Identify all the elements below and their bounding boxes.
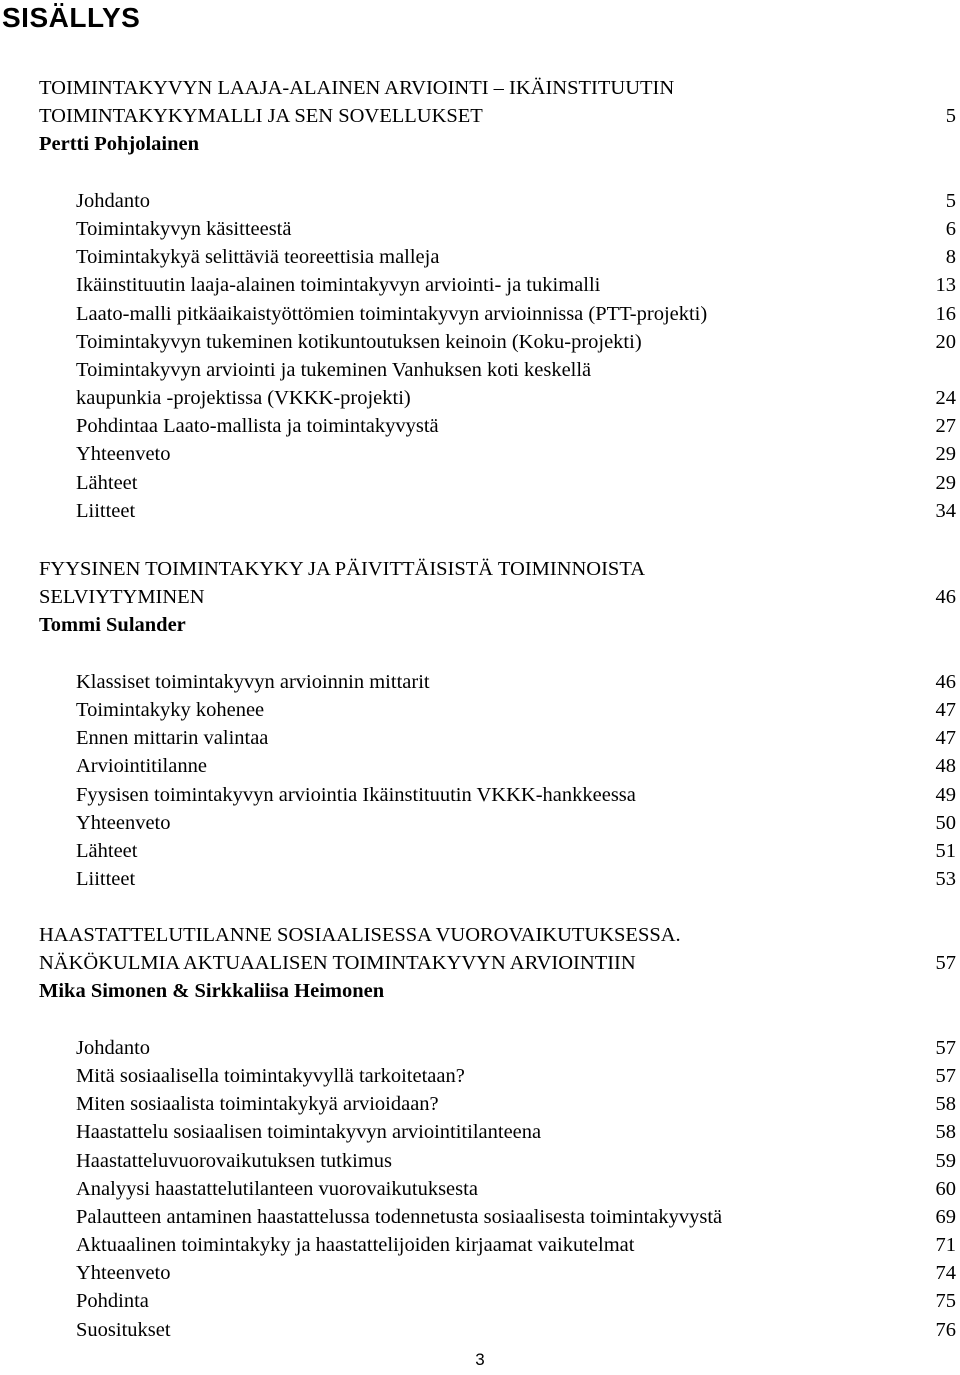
toc-entry-text: Toimintakyky kohenee bbox=[76, 698, 265, 721]
toc-entry-text: Fyysisen toimintakyvyn arviointia Ikäinstituutin VKKK-hankkeessa bbox=[76, 783, 636, 806]
toc-entry-page: 48 bbox=[935, 755, 956, 778]
toc-entry-text: Palautteen antaminen haastattelussa todennetusta sosiaalisesta toimintakyvystä bbox=[76, 1205, 723, 1228]
toc-entry-text: Liitteet bbox=[76, 868, 136, 891]
toc-entry bbox=[0, 412, 960, 440]
section-heading-text: TOIMINTAKYVYN LAAJA-ALAINEN ARVIOINTI – IKÄINSTITUUTIN bbox=[39, 77, 675, 99]
toc-entry-text: Miten sosiaalista toimintakykyä arvioidaan? bbox=[76, 1093, 439, 1116]
toc-entry-page: 50 bbox=[935, 811, 956, 834]
toc-entry-page: 76 bbox=[935, 1318, 956, 1341]
section-heading bbox=[0, 949, 960, 977]
toc-entry-text: Mitä sosiaalisella toimintakyvyllä tarkoitetaan? bbox=[76, 1064, 465, 1087]
toc-entry-text: Toimintakyvyn tukeminen kotikuntoutuksen keinoin (Koku-projekti) bbox=[76, 330, 642, 353]
toc-entry bbox=[0, 837, 960, 865]
toc-entry bbox=[0, 865, 960, 893]
toc-entry bbox=[0, 1034, 960, 1062]
toc-entry bbox=[0, 328, 960, 356]
spacer bbox=[0, 1006, 960, 1034]
section-heading bbox=[0, 583, 960, 611]
toc-entry-page: 34 bbox=[935, 499, 956, 522]
toc-entry-text: Ikäinstituutin laaja-alainen toimintakyvyn arviointi- ja tukimalli bbox=[76, 274, 601, 297]
toc-entry-text: Laato-malli pitkäaikaistyöttömien toimintakyvyn arvioinnissa (PTT-projekti) bbox=[76, 302, 708, 325]
toc-entry bbox=[0, 271, 960, 299]
toc-entry bbox=[0, 1316, 960, 1344]
toc-entry-page: 60 bbox=[935, 1177, 956, 1200]
toc-entry-page: 6 bbox=[945, 217, 956, 240]
toc-entry-text: Haastatteluvuorovaikutuksen tutkimus bbox=[76, 1149, 392, 1172]
toc-entry-page: 49 bbox=[935, 783, 956, 806]
section-author-text: Tommi Sulander bbox=[39, 614, 186, 637]
toc-entry-page: 46 bbox=[935, 670, 956, 693]
toc-entry bbox=[0, 1231, 960, 1259]
toc-entry-page: 47 bbox=[935, 698, 956, 721]
toc-entry bbox=[0, 1259, 960, 1287]
toc-entry bbox=[0, 187, 960, 215]
section-heading bbox=[0, 555, 960, 583]
toc-entry-page: 57 bbox=[935, 1064, 956, 1087]
toc-entry bbox=[0, 1062, 960, 1090]
toc-section bbox=[0, 74, 960, 525]
toc-entry-page: 58 bbox=[935, 1121, 956, 1144]
toc-entry-page: 27 bbox=[935, 415, 956, 438]
toc-entry-page: 75 bbox=[935, 1290, 956, 1313]
toc-entry bbox=[0, 1147, 960, 1175]
toc-entry-page: 59 bbox=[935, 1149, 956, 1172]
toc-entry bbox=[0, 243, 960, 271]
toc-entry bbox=[0, 724, 960, 752]
section-heading-page: 46 bbox=[935, 586, 956, 609]
toc-entry-text: Pohdinta bbox=[76, 1290, 149, 1313]
spacer bbox=[0, 640, 960, 668]
toc-entry bbox=[0, 469, 960, 497]
section-heading-text: HAASTATTELUTILANNE SOSIAALISESSA VUOROVAIKUTUKSESSA. bbox=[39, 924, 681, 946]
toc-section bbox=[0, 921, 960, 1344]
toc-entry-page: 71 bbox=[935, 1234, 956, 1257]
section-heading-text: TOIMINTAKYKYMALLI JA SEN SOVELLUKSET bbox=[39, 105, 483, 128]
toc-entry-text: Klassiset toimintakyvyn arvioinnin mittarit bbox=[76, 670, 430, 693]
section-heading bbox=[0, 102, 960, 130]
toc-entry-text: kaupunkia -projektissa (VKKK-projekti) bbox=[76, 387, 411, 410]
section-heading-page: 5 bbox=[945, 105, 956, 128]
section-author bbox=[0, 977, 960, 1005]
toc-entry-text: Toimintakykyä selittäviä teoreettisia malleja bbox=[76, 246, 440, 269]
toc-entry-text: Pohdintaa Laato-mallista ja toimintakyvystä bbox=[76, 415, 439, 438]
toc-entry bbox=[0, 300, 960, 328]
toc-section bbox=[0, 555, 960, 893]
toc-entry bbox=[0, 696, 960, 724]
toc-entry-page: 47 bbox=[935, 727, 956, 750]
toc-entry bbox=[0, 752, 960, 780]
toc-entry-page: 57 bbox=[935, 1036, 956, 1059]
toc-entry-text: Arviointitilanne bbox=[76, 755, 207, 778]
page-title: SISÄLLYS bbox=[2, 2, 141, 33]
toc-entry-page: 29 bbox=[935, 471, 956, 494]
page-number: 3 bbox=[475, 1350, 485, 1369]
toc-entry bbox=[0, 1175, 960, 1203]
toc-entry-text: Ennen mittarin valintaa bbox=[76, 727, 269, 750]
toc-entry bbox=[0, 356, 960, 384]
toc-entry bbox=[0, 497, 960, 525]
toc-entry bbox=[0, 781, 960, 809]
toc-entry-text: Haastattelu sosiaalisen toimintakyvyn arviointitilanteena bbox=[76, 1121, 542, 1144]
section-author-text: Mika Simonen & Sirkkaliisa Heimonen bbox=[39, 980, 385, 1003]
toc-entry-text: Liitteet bbox=[76, 499, 136, 522]
toc-entry-page: 69 bbox=[935, 1205, 956, 1228]
section-heading-text: FYYSINEN TOIMINTAKYKY JA PÄIVITTÄISISTÄ TOIMINNOISTA bbox=[39, 558, 646, 580]
toc-entry-page: 53 bbox=[935, 868, 956, 891]
toc-entry-page: 51 bbox=[935, 839, 956, 862]
toc-entry bbox=[0, 440, 960, 468]
toc-entry-text: Analyysi haastattelutilanteen vuorovaikutuksesta bbox=[76, 1177, 478, 1200]
toc-entry bbox=[0, 215, 960, 243]
section-heading-text: SELVIYTYMINEN bbox=[39, 586, 205, 609]
toc-entry bbox=[0, 1118, 960, 1146]
toc-entry-page: 24 bbox=[935, 387, 956, 410]
toc-entry-page: 5 bbox=[945, 189, 956, 212]
toc-entry bbox=[0, 809, 960, 837]
toc-entry-text: Lähteet bbox=[76, 839, 138, 862]
toc-entry-page: 16 bbox=[935, 302, 956, 325]
toc-entry-text: Aktuaalinen toimintakyky ja haastattelijoiden kirjaamat vaikutelmat bbox=[76, 1234, 635, 1257]
section-heading-text: NÄKÖKULMIA AKTUAALISEN TOIMINTAKYVYN ARVIOINTIIN bbox=[39, 952, 636, 975]
toc-entry-page: 8 bbox=[945, 246, 956, 269]
toc-entry-text: Johdanto bbox=[76, 189, 151, 212]
section-author-text: Pertti Pohjolainen bbox=[39, 133, 199, 156]
toc-entry-page: 20 bbox=[935, 330, 956, 353]
section-author bbox=[0, 611, 960, 639]
section-heading bbox=[0, 921, 960, 949]
toc-entry-text: Toimintakyvyn arviointi ja tukeminen Vanhuksen koti keskellä bbox=[76, 358, 592, 381]
toc-entry-text: Yhteenveto bbox=[76, 443, 171, 466]
toc-entry-page: 29 bbox=[935, 443, 956, 466]
section-heading bbox=[0, 74, 960, 102]
toc-entry bbox=[0, 1203, 960, 1231]
toc-entry bbox=[0, 668, 960, 696]
toc-entry-page: 74 bbox=[935, 1262, 956, 1285]
toc-entry-text: Yhteenveto bbox=[76, 1262, 171, 1285]
toc-entry bbox=[0, 1287, 960, 1315]
toc-entry-text: Toimintakyvyn käsitteestä bbox=[76, 217, 292, 240]
toc-entry-text: Johdanto bbox=[76, 1036, 151, 1059]
toc-entry-text: Suositukset bbox=[76, 1318, 171, 1341]
toc-entry-page: 58 bbox=[935, 1093, 956, 1116]
toc-entry-text: Yhteenveto bbox=[76, 811, 171, 834]
section-heading-page: 57 bbox=[935, 952, 956, 975]
toc-entry-text: Lähteet bbox=[76, 471, 138, 494]
toc-entry bbox=[0, 384, 960, 412]
toc-entry-page: 13 bbox=[935, 274, 956, 297]
toc-entry bbox=[0, 1090, 960, 1118]
spacer bbox=[0, 159, 960, 187]
section-author bbox=[0, 130, 960, 158]
